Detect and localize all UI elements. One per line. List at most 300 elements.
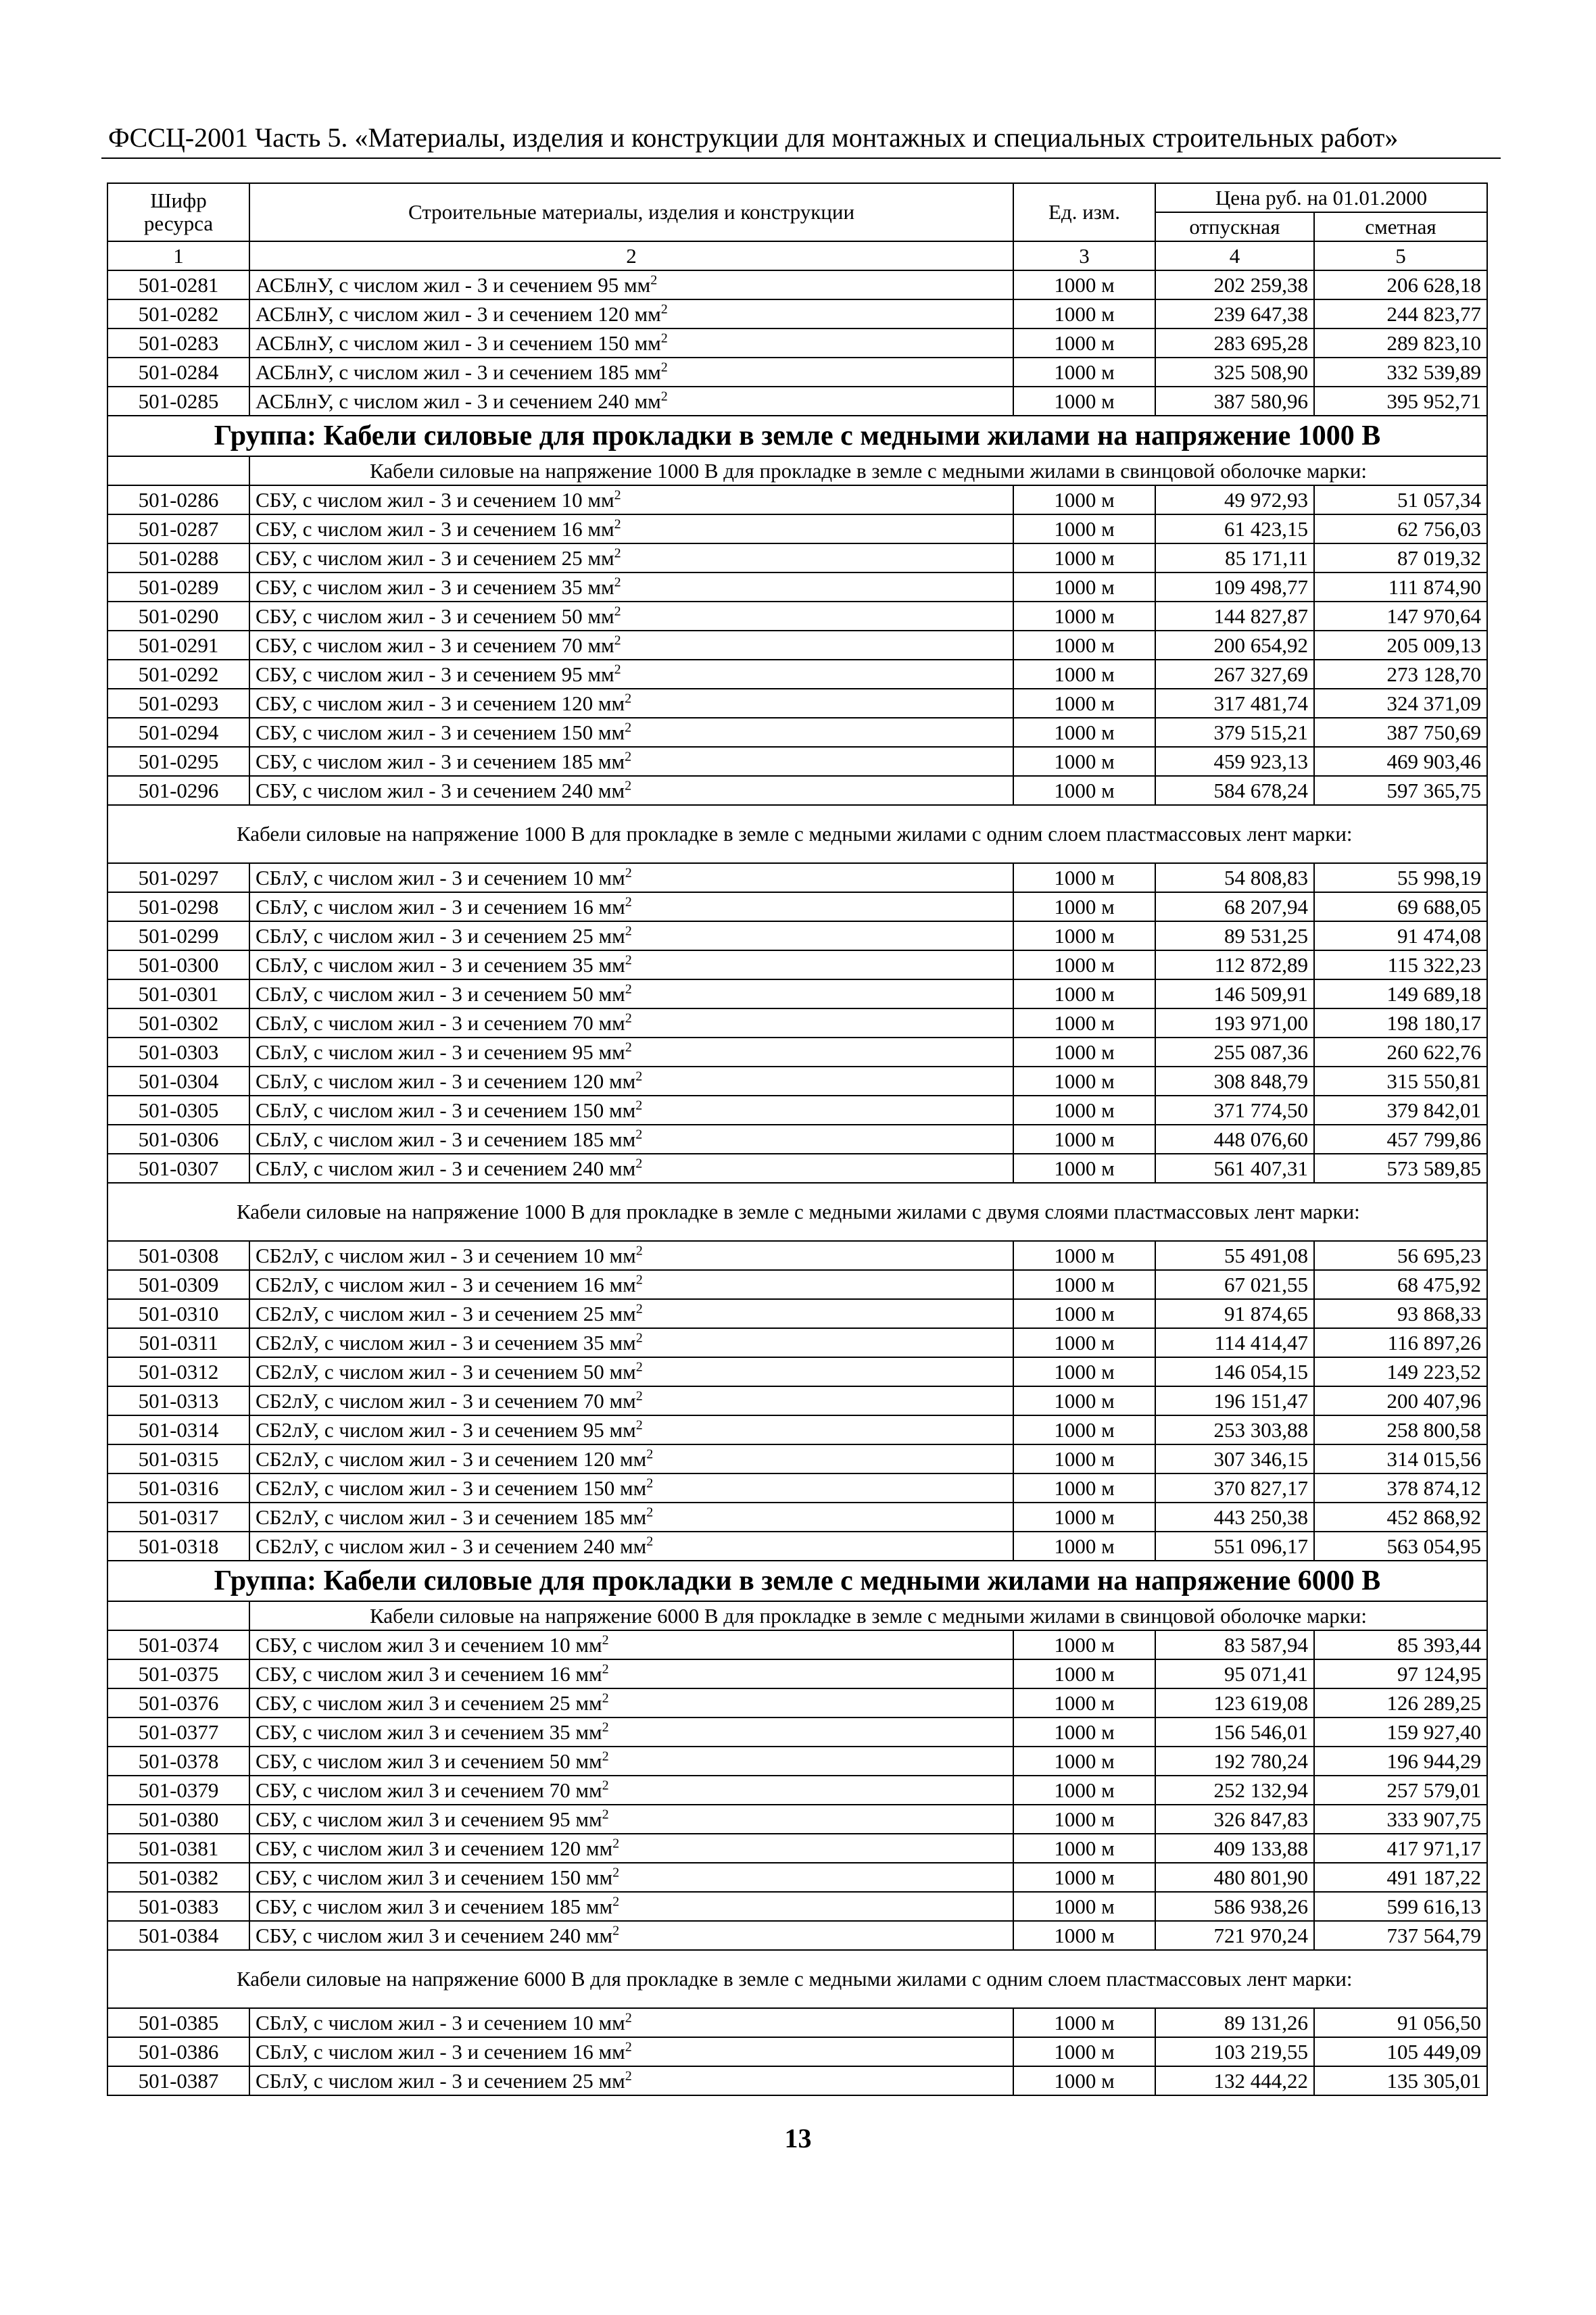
table-row [107, 1038, 1487, 1067]
resource-code: 501-0316 [107, 1473, 249, 1503]
unit-superscript: 2 [625, 981, 632, 997]
material-name [249, 1805, 1013, 1834]
resource-code: 501-0300 [107, 950, 249, 979]
table-row [107, 892, 1487, 921]
subgroup-spacer [107, 1601, 249, 1630]
resource-code: 501-0384 [107, 1921, 249, 1950]
price-estimate: 469 903,46 [1314, 747, 1487, 776]
material-name [249, 1357, 1013, 1386]
unit-superscript: 2 [650, 272, 658, 288]
material-name-text: СБлУ, с числом жил - 3 и сечением 95 мм [256, 1040, 625, 1064]
material-name [249, 1444, 1013, 1473]
table-row [107, 1270, 1487, 1299]
price-estimate: 56 695,23 [1314, 1241, 1487, 1270]
material-name-text: СБлУ, с числом жил - 3 и сечением 10 мм [256, 2010, 625, 2034]
price-estimate: 115 322,23 [1314, 950, 1487, 979]
table-row [107, 631, 1487, 660]
price-release: 255 087,36 [1155, 1038, 1314, 1067]
material-name [249, 1125, 1013, 1154]
price-estimate: 205 009,13 [1314, 631, 1487, 660]
material-name-text: СБУ, с числом жил 3 и сечением 70 мм [256, 1778, 602, 1802]
unit-superscript: 2 [625, 894, 632, 910]
unit-superscript: 2 [602, 1690, 609, 1706]
unit: 1000 м [1013, 1125, 1155, 1154]
price-release: 192 780,24 [1155, 1747, 1314, 1776]
table-row [107, 1357, 1487, 1386]
material-name [249, 979, 1013, 1008]
resource-code: 501-0295 [107, 747, 249, 776]
unit: 1000 м [1013, 543, 1155, 572]
unit: 1000 м [1013, 1688, 1155, 1717]
price-release: 253 303,88 [1155, 1415, 1314, 1444]
price-estimate: 93 868,33 [1314, 1299, 1487, 1328]
price-estimate: 257 579,01 [1314, 1776, 1487, 1805]
unit: 1000 м [1013, 1038, 1155, 1067]
resource-code: 501-0386 [107, 2037, 249, 2066]
unit: 1000 м [1013, 602, 1155, 631]
table-row [107, 1834, 1487, 1863]
material-name [249, 572, 1013, 602]
table-row [107, 572, 1487, 602]
table-row [107, 863, 1487, 892]
material-name [249, 328, 1013, 358]
material-name-text: СБУ, с числом жил 3 и сечением 95 мм [256, 1807, 602, 1831]
material-name-text: СБУ, с числом жил - 3 и сечением 150 мм [256, 720, 625, 744]
material-name [249, 1688, 1013, 1717]
table-row [107, 1299, 1487, 1328]
unit: 1000 м [1013, 485, 1155, 514]
material-name-text: СБлУ, с числом жил - 3 и сечением 25 мм [256, 923, 625, 948]
material-name [249, 543, 1013, 572]
price-release: 196 151,47 [1155, 1386, 1314, 1415]
unit-superscript: 2 [625, 720, 632, 735]
material-name [249, 1386, 1013, 1415]
price-estimate: 159 927,40 [1314, 1717, 1487, 1747]
colnum-5: 5 [1314, 241, 1487, 270]
material-name-text: СБУ, с числом жил - 3 и сечением 70 мм [256, 633, 614, 657]
resource-code: 501-0385 [107, 2008, 249, 2037]
material-name [249, 1038, 1013, 1067]
table-row [107, 1747, 1487, 1776]
resource-code: 501-0317 [107, 1503, 249, 1532]
resource-code: 501-0288 [107, 543, 249, 572]
resource-code: 501-0313 [107, 1386, 249, 1415]
unit-superscript: 2 [635, 1069, 643, 1084]
price-estimate: 55 998,19 [1314, 863, 1487, 892]
price-estimate: 196 944,29 [1314, 1747, 1487, 1776]
unit-superscript: 2 [635, 1388, 643, 1404]
subgroup-spacer [107, 456, 249, 485]
unit: 1000 м [1013, 1863, 1155, 1892]
price-estimate: 273 128,70 [1314, 660, 1487, 689]
price-estimate: 68 475,92 [1314, 1270, 1487, 1299]
header-price-estimate: сметная [1314, 212, 1487, 241]
resource-code: 501-0303 [107, 1038, 249, 1067]
unit-superscript: 2 [646, 1476, 654, 1491]
unit: 1000 м [1013, 358, 1155, 387]
price-release: 252 132,94 [1155, 1776, 1314, 1805]
unit: 1000 м [1013, 299, 1155, 328]
material-name-text: СБлУ, с числом жил - 3 и сечением 16 мм [256, 2039, 625, 2064]
material-name-text: СБ2лУ, с числом жил - 3 и сечением 50 мм [256, 1359, 636, 1384]
table-row [107, 1717, 1487, 1747]
unit: 1000 м [1013, 1921, 1155, 1950]
price-estimate: 97 124,95 [1314, 1659, 1487, 1688]
table-row [107, 1532, 1487, 1561]
resource-code: 501-0380 [107, 1805, 249, 1834]
material-name [249, 1834, 1013, 1863]
resource-code: 501-0297 [107, 863, 249, 892]
price-release: 370 827,17 [1155, 1473, 1314, 1503]
table-row [107, 1503, 1487, 1532]
unit-superscript: 2 [614, 633, 621, 648]
material-name-text: СБлУ, с числом жил - 3 и сечением 185 мм [256, 1127, 636, 1151]
unit-superscript: 2 [635, 1156, 643, 1171]
material-name-text: СБУ, с числом жил 3 и сечением 150 мм [256, 1865, 613, 1889]
resource-code: 501-0312 [107, 1357, 249, 1386]
price-estimate: 387 750,69 [1314, 718, 1487, 747]
subgroup-row [107, 456, 1487, 485]
material-name [249, 1473, 1013, 1503]
material-name-text: АСБлнУ, с числом жил - 3 и сечением 240 мм [256, 389, 661, 413]
price-estimate: 379 842,01 [1314, 1096, 1487, 1125]
price-estimate: 289 823,10 [1314, 328, 1487, 358]
material-name [249, 387, 1013, 416]
table-row [107, 689, 1487, 718]
price-estimate: 51 057,34 [1314, 485, 1487, 514]
material-name [249, 863, 1013, 892]
material-name-text: СБУ, с числом жил - 3 и сечением 95 мм [256, 662, 614, 686]
resource-code: 501-0284 [107, 358, 249, 387]
unit-superscript: 2 [635, 1127, 643, 1142]
subgroup-heading: Кабели силовые на напряжение 1000 В для прокладке в земле с медными жилами с одним слоем пластмассовых лент марки: [107, 805, 1487, 863]
material-name [249, 1717, 1013, 1747]
subgroup-row [107, 1183, 1487, 1241]
table-row [107, 1241, 1487, 1270]
table-row [107, 1473, 1487, 1503]
price-release: 89 531,25 [1155, 921, 1314, 950]
price-estimate: 324 371,09 [1314, 689, 1487, 718]
unit: 1000 м [1013, 747, 1155, 776]
material-name-text: СБлУ, с числом жил - 3 и сечением 150 мм [256, 1098, 636, 1122]
table-row [107, 1008, 1487, 1038]
price-estimate: 737 564,79 [1314, 1921, 1487, 1950]
unit: 1000 м [1013, 1630, 1155, 1659]
resource-code: 501-0285 [107, 387, 249, 416]
unit-superscript: 2 [614, 545, 621, 561]
material-name-text: АСБлнУ, с числом жил - 3 и сечением 185 мм [256, 360, 661, 384]
unit: 1000 м [1013, 1241, 1155, 1270]
unit: 1000 м [1013, 1747, 1155, 1776]
unit: 1000 м [1013, 921, 1155, 950]
material-name-text: СБлУ, с числом жил - 3 и сечением 240 мм [256, 1156, 636, 1180]
material-name [249, 514, 1013, 543]
price-release: 112 872,89 [1155, 950, 1314, 979]
price-estimate: 563 054,95 [1314, 1532, 1487, 1561]
header-price-release: отпускная [1155, 212, 1314, 241]
material-name-text: СБ2лУ, с числом жил - 3 и сечением 185 мм [256, 1505, 647, 1529]
price-estimate: 378 874,12 [1314, 1473, 1487, 1503]
unit: 1000 м [1013, 328, 1155, 358]
table-header-row [107, 183, 1487, 212]
material-name [249, 1630, 1013, 1659]
material-name-text: СБ2лУ, с числом жил - 3 и сечением 16 мм [256, 1272, 636, 1296]
price-estimate: 116 897,26 [1314, 1328, 1487, 1357]
price-release: 721 970,24 [1155, 1921, 1314, 1950]
unit-superscript: 2 [602, 1778, 609, 1793]
unit-superscript: 2 [625, 2068, 632, 2084]
resource-code: 501-0376 [107, 1688, 249, 1717]
resource-code: 501-0378 [107, 1747, 249, 1776]
table-row [107, 358, 1487, 387]
unit-superscript: 2 [635, 1272, 643, 1288]
unit: 1000 м [1013, 1532, 1155, 1561]
table-row [107, 718, 1487, 747]
price-release: 551 096,17 [1155, 1532, 1314, 1561]
price-estimate: 332 539,89 [1314, 358, 1487, 387]
material-name [249, 1270, 1013, 1299]
material-name-text: СБУ, с числом жил 3 и сечением 185 мм [256, 1894, 613, 1918]
page-number: 13 [784, 2123, 812, 2153]
price-release: 448 076,60 [1155, 1125, 1314, 1154]
price-estimate: 105 449,09 [1314, 2037, 1487, 2066]
resource-code: 501-0306 [107, 1125, 249, 1154]
material-name [249, 2008, 1013, 2037]
material-name-text: СБлУ, с числом жил - 3 и сечением 10 мм [256, 865, 625, 890]
table-row [107, 514, 1487, 543]
unit-superscript: 2 [635, 1301, 643, 1317]
material-name-text: СБлУ, с числом жил - 3 и сечением 16 мм [256, 894, 625, 919]
unit-superscript: 2 [625, 2039, 632, 2055]
group-heading-row [107, 416, 1487, 456]
price-release: 146 509,91 [1155, 979, 1314, 1008]
table-row [107, 1067, 1487, 1096]
resource-code: 501-0304 [107, 1067, 249, 1096]
material-name [249, 1008, 1013, 1038]
material-name-text: СБ2лУ, с числом жил - 3 и сечением 240 мм [256, 1534, 647, 1558]
material-name-text: СБлУ, с числом жил - 3 и сечением 35 мм [256, 952, 625, 977]
table-row [107, 1688, 1487, 1717]
table-row [107, 1444, 1487, 1473]
table-row [107, 747, 1487, 776]
unit: 1000 м [1013, 660, 1155, 689]
unit: 1000 м [1013, 2008, 1155, 2037]
unit-superscript: 2 [602, 1807, 609, 1822]
unit: 1000 м [1013, 863, 1155, 892]
price-release: 387 580,96 [1155, 387, 1314, 416]
table-row [107, 1805, 1487, 1834]
price-release: 371 774,50 [1155, 1096, 1314, 1125]
colnum-3: 3 [1013, 241, 1155, 270]
material-name [249, 1532, 1013, 1561]
price-release: 83 587,94 [1155, 1630, 1314, 1659]
price-release: 103 219,55 [1155, 2037, 1314, 2066]
unit: 1000 м [1013, 1776, 1155, 1805]
unit: 1000 м [1013, 572, 1155, 602]
material-name [249, 1415, 1013, 1444]
price-release: 193 971,00 [1155, 1008, 1314, 1038]
resource-code: 501-0387 [107, 2066, 249, 2095]
material-name-text: СБУ, с числом жил 3 и сечением 120 мм [256, 1836, 613, 1860]
material-name [249, 1503, 1013, 1532]
material-name-text: СБУ, с числом жил - 3 и сечением 240 мм [256, 778, 625, 802]
material-name-text: СБУ, с числом жил 3 и сечением 240 мм [256, 1923, 613, 1947]
resource-code: 501-0310 [107, 1299, 249, 1328]
resource-code: 501-0281 [107, 270, 249, 299]
group-heading: Группа: Кабели силовые для прокладки в земле с медными жилами на напряжение 6000 В [107, 1561, 1487, 1601]
price-release: 480 801,90 [1155, 1863, 1314, 1892]
unit: 1000 м [1013, 631, 1155, 660]
material-name-text: СБлУ, с числом жил - 3 и сечением 25 мм [256, 2068, 625, 2093]
header-unit: Ед. изм. [1013, 183, 1155, 241]
table-row [107, 1154, 1487, 1183]
price-estimate: 200 407,96 [1314, 1386, 1487, 1415]
material-name [249, 1892, 1013, 1921]
price-release: 584 678,24 [1155, 776, 1314, 805]
material-name [249, 631, 1013, 660]
price-estimate: 91 056,50 [1314, 2008, 1487, 2037]
material-name-text: СБУ, с числом жил - 3 и сечением 25 мм [256, 545, 614, 570]
price-estimate: 126 289,25 [1314, 1688, 1487, 1717]
table-row [107, 2037, 1487, 2066]
header-rule [101, 157, 1501, 159]
price-release: 49 972,93 [1155, 485, 1314, 514]
resource-code: 501-0375 [107, 1659, 249, 1688]
price-estimate: 315 550,81 [1314, 1067, 1487, 1096]
unit: 1000 м [1013, 1805, 1155, 1834]
material-name [249, 2037, 1013, 2066]
unit-superscript: 2 [646, 1534, 654, 1549]
resource-code: 501-0290 [107, 602, 249, 631]
unit: 1000 м [1013, 1415, 1155, 1444]
price-estimate: 198 180,17 [1314, 1008, 1487, 1038]
resource-code: 501-0292 [107, 660, 249, 689]
group-heading: Группа: Кабели силовые для прокладки в земле с медными жилами на напряжение 1000 В [107, 416, 1487, 456]
unit-superscript: 2 [602, 1749, 609, 1764]
price-estimate: 149 689,18 [1314, 979, 1487, 1008]
price-estimate: 417 971,17 [1314, 1834, 1487, 1863]
price-release: 267 327,69 [1155, 660, 1314, 689]
unit: 1000 м [1013, 689, 1155, 718]
price-release: 325 508,90 [1155, 358, 1314, 387]
table-row [107, 1921, 1487, 1950]
unit-superscript: 2 [635, 1359, 643, 1375]
unit: 1000 м [1013, 892, 1155, 921]
table-row [107, 2066, 1487, 2095]
price-table-body [107, 183, 1487, 2095]
resource-code: 501-0383 [107, 1892, 249, 1921]
material-name [249, 1299, 1013, 1328]
table-row [107, 602, 1487, 631]
price-estimate: 258 800,58 [1314, 1415, 1487, 1444]
subgroup-heading: Кабели силовые на напряжение 1000 В для прокладке в земле с медными жилами в свинцовой оболочке марки: [249, 456, 1487, 485]
unit-superscript: 2 [614, 516, 621, 532]
column-number-row [107, 241, 1487, 270]
unit: 1000 м [1013, 1328, 1155, 1357]
resource-code: 501-0286 [107, 485, 249, 514]
material-name [249, 1154, 1013, 1183]
resource-code: 501-0294 [107, 718, 249, 747]
price-table [107, 182, 1488, 2096]
unit: 1000 м [1013, 514, 1155, 543]
unit-superscript: 2 [614, 662, 621, 677]
subgroup-heading: Кабели силовые на напряжение 6000 В для прокладке в земле с медными жилами в свинцовой оболочке марки: [249, 1601, 1487, 1630]
unit-superscript: 2 [625, 952, 632, 968]
unit-superscript: 2 [625, 1040, 632, 1055]
material-name-text: СБУ, с числом жил 3 и сечением 50 мм [256, 1749, 602, 1773]
unit-superscript: 2 [625, 865, 632, 881]
table-row [107, 1096, 1487, 1125]
table-row [107, 776, 1487, 805]
price-release: 326 847,83 [1155, 1805, 1314, 1834]
resource-code: 501-0305 [107, 1096, 249, 1125]
resource-code: 501-0311 [107, 1328, 249, 1357]
resource-code: 501-0379 [107, 1776, 249, 1805]
material-name [249, 1659, 1013, 1688]
material-name-text: СБУ, с числом жил - 3 и сечением 35 мм [256, 575, 614, 599]
material-name [249, 1067, 1013, 1096]
unit: 1000 м [1013, 270, 1155, 299]
price-estimate: 573 589,85 [1314, 1154, 1487, 1183]
unit-superscript: 2 [635, 1330, 643, 1346]
price-estimate: 69 688,05 [1314, 892, 1487, 921]
resource-code: 501-0293 [107, 689, 249, 718]
material-name-text: СБУ, с числом жил - 3 и сечением 120 мм [256, 691, 625, 715]
table-row [107, 1328, 1487, 1357]
unit-superscript: 2 [660, 360, 668, 375]
material-name-text: АСБлнУ, с числом жил - 3 и сечением 150 мм [256, 331, 661, 355]
unit: 1000 м [1013, 1834, 1155, 1863]
price-estimate: 87 019,32 [1314, 543, 1487, 572]
resource-code: 501-0314 [107, 1415, 249, 1444]
subgroup-heading: Кабели силовые на напряжение 6000 В для прокладке в земле с медными жилами с одним слоем пластмассовых лент марки: [107, 1950, 1487, 2008]
page-header-title: ФССЦ-2001 Часть 5. «Материалы, изделия и конструкции для монтажных и специальных строительных работ» [108, 122, 1399, 153]
table-row [107, 1386, 1487, 1415]
price-estimate: 597 365,75 [1314, 776, 1487, 805]
price-release: 317 481,74 [1155, 689, 1314, 718]
material-name [249, 1863, 1013, 1892]
unit-superscript: 2 [625, 749, 632, 764]
unit-superscript: 2 [602, 1720, 609, 1735]
material-name [249, 1241, 1013, 1270]
material-name-text: СБ2лУ, с числом жил - 3 и сечением 150 мм [256, 1476, 647, 1500]
price-release: 68 207,94 [1155, 892, 1314, 921]
price-estimate: 599 616,13 [1314, 1892, 1487, 1921]
unit: 1000 м [1013, 2066, 1155, 2095]
unit-superscript: 2 [625, 691, 632, 706]
subgroup-row [107, 805, 1487, 863]
material-name [249, 660, 1013, 689]
resource-code: 501-0382 [107, 1863, 249, 1892]
price-estimate: 452 868,92 [1314, 1503, 1487, 1532]
resource-code: 501-0318 [107, 1532, 249, 1561]
unit-superscript: 2 [625, 778, 632, 794]
material-name [249, 1328, 1013, 1357]
material-name [249, 602, 1013, 631]
material-name-text: СБлУ, с числом жил - 3 и сечением 50 мм [256, 981, 625, 1006]
resource-code: 501-0308 [107, 1241, 249, 1270]
material-name [249, 776, 1013, 805]
resource-code: 501-0283 [107, 328, 249, 358]
unit: 1000 м [1013, 950, 1155, 979]
unit-superscript: 2 [614, 604, 621, 619]
group-heading-row [107, 1561, 1487, 1601]
unit: 1000 м [1013, 979, 1155, 1008]
price-estimate: 62 756,03 [1314, 514, 1487, 543]
resource-code: 501-0289 [107, 572, 249, 602]
table-row [107, 485, 1487, 514]
unit: 1000 м [1013, 1473, 1155, 1503]
